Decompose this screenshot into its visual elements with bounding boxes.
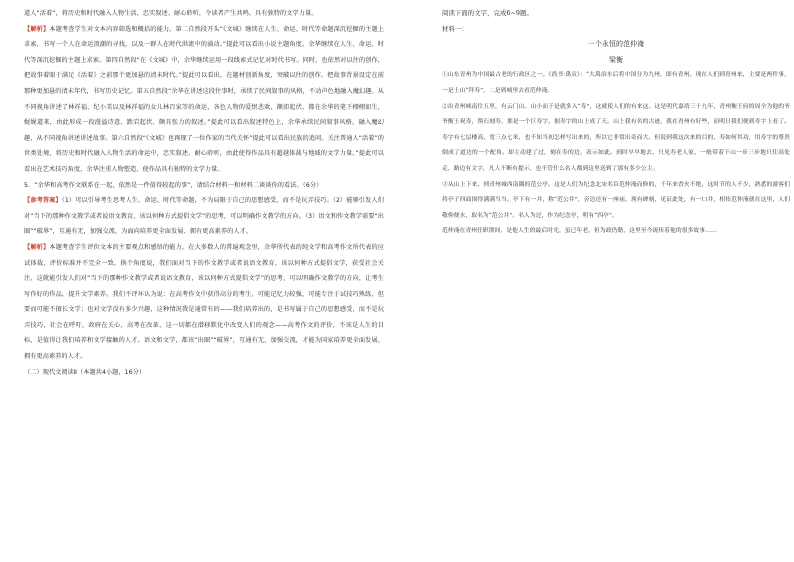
analysis-text: 本题考查学生对文本内容筛选和概括的能力。第二自然段开头“《文城》继续在人生、命运、时代等命题深沉挖掘的主题上求索，书写一个人在命运浪潮的寻找，以及一群人在时代洪流中的涌动。”提此可以看出小说主题角度，余华继续在人生、命运、时代等深沉挖掘的主题上求索。第四自然段“在《文城》中，余华继续运用一段线索式记忆对时代书写。同时，也依然对以往的创作，把故事着眼于满足《活着》之前那个更加悬的清末时代。”提此可以看出，在题材创新角度，突破以往的创作。把故事背景设定在前那种更加悬的清末年代，书写历史记忆。第五自然段“余华在讲述这段往事时，承续了民间叙事的风格，不动声色地融入魔幻趣。从不同视角讲述了林祥福、纪小美以及林祥福的女儿林百家等的命运，各色人物的爱恨悲欢、颠沛起伏，都在余华的笔下栩栩如生，娓娓道来，由此形成一段漫溢诗意、跌宕起伏、颇具张力的叙述。”提此可以看出叙述特色上，余华承续民间叙事风格，融入魔幻趣，从不同视角讲述讲述故事。第六自然段“《文城》也再现了一位作家的当代关怀”提此可以看出民族的追问。关注普通人“活着”的世类处境，将历史和时代融入人物生活的命运中，忠实叙述、耐心聆听，由此使得作品具有超越体裁与地域的文学力量。”提此可以看出在艺术技巧角度，余华注重人物塑造，使作品具有独特的文学力量。: [24, 25, 384, 173]
analysis-text: 本题考查学生评价文本的主要观点和感悟的能力。在大多数人的普遍观念里，余华所代表的纯文学和高考作文所代表的应试体裁，评价标准并不完全一致。换个角度说，我们面对当下的作文教学或者说语文教育，该以何种方式提倡文学，获受社会关注，这就能引发人们对“当下的那种作文教学或者说语文教育，该以何种方式提倡文学”的思考，可以明确作文教学的方向，让考生写作好的作品，提升文学素养。我们不评坏认为说：在高考作文中获得高分的考生，可能记忆力较强，可能专注于试技巧熟练，但要而可能不擅长文学；也对文学没有多少兴趣，这种情况我是通常有的——我们培养出的，是书写属于自己的思想感受，而不是玩弄技巧，社会在呼吁，政府在关心，高考在改革，这一切都在潜移默化中改变人们的观念——高考作文的评价，不该是人生的目标，是值得让我们培养和文学接触的人才。语文和文学，都该“出圈”“破界”，互通有无，加强交流，才能为国家培养更全面发展、拥有更高素养的人才。: [24, 243, 384, 361]
left-column: [24, 6, 384, 554]
answer-tag: 【参考答案】: [24, 197, 62, 205]
analysis-block-2: [24, 240, 384, 365]
article-paragraph: 范仲淹在青州任职期间，是他人生的最后时光，虽已年老，但为政仍勤，这里至今流传着他的很多故事……: [442, 228, 717, 235]
reading-instructions: 阅读下面的文字，完成6~9题。: [442, 9, 533, 17]
question-5: 5．“余华和高考作文联系在一起，依然是一件值得较起的事”，请结合材料一和材料二谈谈你的看法。（6分）: [24, 181, 323, 189]
article-title: 一个永恒的范仲淹: [587, 40, 645, 49]
article-paragraph: ②出青州城南往五里，有云门山。山小而于是就多入“寿”，这就使人们的有来这。这是明代嘉靖三十九年，青州衡王府的周全为他的爷爷衡王祝寿，凿石刻寿，那是一个巨寿字，据寿字的山上成了天。山上我有名的古迹，我在青州有好些，而明日我们便到寿字上看了。寿字有七层楼高，宽三点七米，也不知当初怎样写出来的，所以它非常出奇而大。但说到我这次来的目的，寿如何其功，用寿字的尊贵倒成了道边的一个配角。却主动建了过，刻在寿的边，表示如此。到时早早地去，只见寿老人家，一般带着下山一步三步地只往高处走，路边有文字，凡人不断有提示，也不管什么名人都到这里送到了那有多少公主。: [442, 103, 790, 172]
section-heading: （二）现代文阅读Ⅱ（本题共4小题，16分）: [24, 368, 146, 376]
right-column: [442, 6, 790, 554]
reference-answer: [24, 193, 384, 240]
answer-text: （1）可以引导考生思考人生、命运、时代等命题，不为局限于自己的思想感受，而不是玩弄技巧。（2）能够引发人们对“当下的那种作文教学或者说语文教育，该以何种方式提倡文学”的思考，可以明确作文教学的方向。（3）语文和作文教学需要“出圈”“破界”，互通有无，加强交流，为面向培养更全面发展、拥有更高素养的人才。: [24, 197, 384, 236]
article-author: 梁衡: [608, 55, 624, 64]
answer-paragraph: 道人“活着”，将历史和时代融入人物生活，忠实叙述、耐心聆听，令读者产生共鸣，具有独特的文学力量。: [24, 10, 318, 17]
analysis-tag: 【解析】: [24, 243, 50, 251]
analysis-tag: 【解析】: [24, 25, 50, 33]
material-label: 材料一：: [442, 24, 468, 33]
analysis-block-1: [24, 22, 384, 178]
article-paragraph: ③从山上下来，到青州城西南隅的范公亭。这是人们为纪念北宋名臣范仲淹而修的，千年来香火不绝，这时节的人不少，熟悉的游客们将亭子四面围得满满当当。亭下有一井，称“范公井”，旁边还有一座庙，现有碑刻，见证此处，有一口井，相传范仲淹就在这里，人们敬仰便水，取名为“范公井”。名人为过，作为纪念亭，明有“四亭”。: [442, 181, 790, 219]
article-paragraph: ①山东青州为中国最古老的行政区之一。《尚书·禹贡》：“大禹治水后将中国分为九州，即有青州。现在人们到青州来，主要是两件事，一是上山“拜寿”，二是到城里去看范仲淹。: [442, 72, 790, 94]
